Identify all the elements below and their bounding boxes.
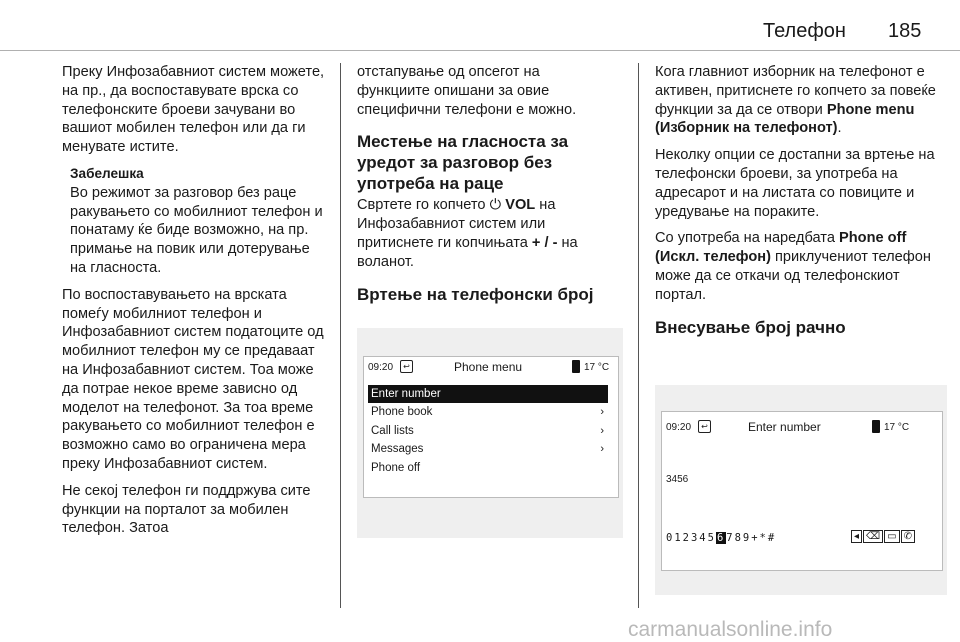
text-run: на воланот. — [357, 234, 578, 270]
phonebook-icon[interactable]: ▭ — [884, 530, 899, 543]
menu-item-label: Messages — [371, 443, 424, 455]
call-icon[interactable]: ✆ — [901, 530, 915, 543]
menu-item-phone-off[interactable] — [368, 459, 608, 477]
menu-item-phone-book[interactable] — [368, 403, 608, 421]
paragraph: По воспоставувањето на врската помеѓу мобилниот телефон и Инфозабавниот систем податоците од мобилниот телефон му се предаваат на Инфозабавниот систем. Тоа може да потрае некое време зависно од моделот на телефонот. За тоа време ракувањето со мобилниот телефон е возможно само во ограничена мера преку Инфозабавниот систем. — [62, 286, 324, 472]
entered-number: 3456 — [666, 474, 689, 485]
back-icon[interactable]: ◂ — [851, 530, 862, 543]
temperature: 17 °C — [884, 422, 910, 433]
menu-reference: Phone menu (Изборник на телефонот) — [655, 101, 915, 137]
digit-keys[interactable]: 789+*# — [726, 532, 777, 544]
paragraph — [655, 229, 947, 304]
paragraph — [357, 196, 612, 271]
column-1 — [62, 63, 328, 546]
column-3 — [655, 63, 947, 340]
page-number: 185 — [888, 20, 922, 42]
screen-title: Phone menu — [454, 360, 523, 374]
digit-keypad[interactable] — [666, 532, 776, 544]
chevron-right-icon: › — [600, 425, 604, 437]
menu-item-label: Phone off — [371, 462, 421, 474]
screen-title: Enter number — [748, 420, 821, 434]
column-2 — [357, 63, 612, 307]
menu-item-call-lists[interactable] — [368, 422, 608, 440]
display-frame — [661, 411, 943, 571]
phone-status-icon: ↩ — [698, 420, 711, 433]
section-heading: Местење на гласноста за уредот за разговор без употреба на раце — [357, 132, 569, 194]
temperature: 17 °C — [584, 362, 610, 373]
chevron-right-icon: › — [600, 406, 604, 418]
vol-knob-label: VOL — [505, 197, 536, 214]
delete-icon[interactable]: ⌫ — [863, 530, 883, 543]
text-run: приклучениот телефон може да се откачи од телефонскиот портал. — [655, 249, 931, 303]
menu-item-label: Phone book — [371, 406, 433, 418]
header-divider — [0, 50, 960, 51]
column-divider — [638, 63, 639, 608]
mobile-phone-icon — [572, 360, 580, 373]
control-keys — [850, 530, 915, 543]
text-run: на Инфозабавниот систем или притиснете ги копчињата — [357, 197, 556, 251]
paragraph: отстапување од опсегот на функциите опишани за овие специфични телефони е можно. — [357, 64, 577, 118]
note-title: Забелешка — [70, 165, 144, 181]
phone-status-icon: ↩ — [400, 360, 413, 373]
paragraph: Не секој телефон ги поддржува сите функции на порталот за мобилен телефон. Затоа — [62, 482, 311, 537]
text-run: Свртете го копчето — [357, 197, 486, 214]
menu-item-label: Call lists — [371, 425, 414, 437]
mobile-phone-icon — [872, 420, 880, 433]
selected-digit-key[interactable]: 6 — [716, 532, 726, 544]
paragraph: Преку Инфозабавниот систем можете, на пр., да воспоставувате врска со телефонските броеви зачувани во вашиот мобилен телефон или да ги менувате иститe. — [62, 64, 325, 156]
page-title: Телефон — [763, 20, 846, 42]
paragraph — [655, 63, 947, 138]
column-divider — [340, 63, 341, 608]
watermark: carmanualsonline.info — [628, 618, 833, 641]
enter-number-screenshot — [655, 385, 947, 595]
note-text: Во режимот за разговор без раце ракувањето со мобилниот телефон и понатаму ќе биде возможно, на пр. примање на повик или дотерување на гласноста. — [70, 184, 323, 276]
text-run: . — [837, 120, 842, 137]
phone-menu-screenshot — [357, 328, 623, 538]
power-icon: ⏻ — [489, 197, 502, 214]
text-run: Кога главниот изборник на телефонот е активен, притиснете го копчето за повеќе функции за да се отвори — [655, 64, 936, 118]
page-header — [0, 0, 960, 52]
text-run: Со употреба на наредбата — [655, 230, 835, 247]
note-box — [70, 165, 328, 278]
paragraph: Неколку опции се достапни за вртење на телефонски броеви, за употреба на адресарот и на листата со повиците и уредување на пораките. — [655, 147, 935, 220]
display-frame — [363, 356, 619, 498]
chevron-right-icon: › — [600, 443, 604, 455]
digit-keys[interactable]: 012345 — [666, 532, 716, 544]
menu-item-messages[interactable] — [368, 440, 608, 458]
section-heading: Вртење на телефонски број — [357, 284, 594, 304]
menu-item-label: Enter number — [371, 388, 441, 400]
clock: 09:20 — [368, 362, 394, 373]
clock: 09:20 — [666, 422, 692, 433]
volume-keys-label: + / - — [531, 234, 558, 251]
menu-item-enter-number[interactable] — [368, 385, 608, 403]
section-heading: Внесување број рачно — [655, 317, 846, 337]
command-reference: Phone off (Искл. телефон) — [655, 230, 907, 266]
